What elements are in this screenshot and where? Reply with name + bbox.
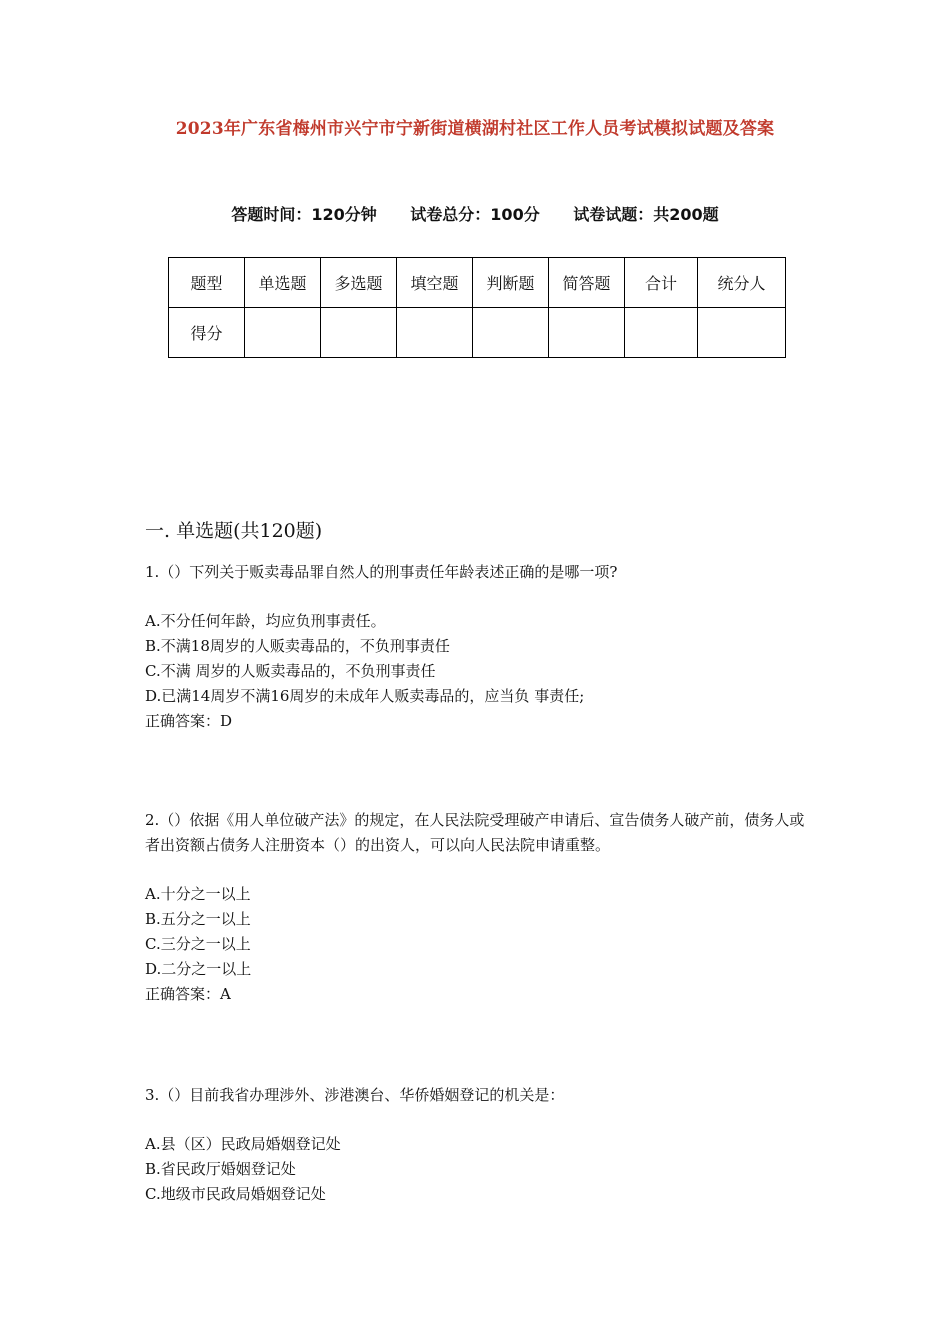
- question-option: B.省民政厅婚姻登记处: [145, 1160, 296, 1178]
- score-cell: [698, 308, 786, 358]
- exam-meta: [0, 202, 950, 225]
- score-table: [168, 257, 786, 358]
- section-heading: 一. 单选题(共120题): [145, 520, 323, 542]
- score-table-score-row: [169, 308, 786, 358]
- score-table-header-row: [169, 258, 786, 308]
- question-option: D.已满14周岁不满16周岁的未成年人贩卖毒品的，应当负 事责任;: [145, 687, 585, 705]
- exam-total-score: 试卷总分：100分: [410, 205, 540, 224]
- question-option: D.二分之一以上: [145, 960, 252, 978]
- question-option: A.县（区）民政局婚姻登记处: [145, 1135, 341, 1153]
- score-header-cell: 统分人: [698, 258, 786, 308]
- question-option: C.地级市民政局婚姻登记处: [145, 1185, 326, 1203]
- question-1: [145, 560, 810, 734]
- score-header-cell: 合计: [625, 258, 698, 308]
- score-cell: [549, 308, 625, 358]
- question-2: [145, 808, 810, 1007]
- question-answer: 正确答案：D: [145, 712, 233, 730]
- question-option: C.不满 周岁的人贩卖毒品的，不负刑事责任: [145, 662, 436, 680]
- score-cell: [245, 308, 321, 358]
- score-row-label: 得分: [169, 308, 245, 358]
- score-header-cell: 简答题: [549, 258, 625, 308]
- score-cell: [321, 308, 397, 358]
- question-stem: 2.（）依据《用人单位破产法》的规定，在人民法院受理破产申请后、宣告债务人破产前，债务人或者出资额占债务人注册资本（）的出资人，可以向人民法院申请重整。: [145, 811, 805, 854]
- question-option: B.不满18周岁的人贩卖毒品的，不负刑事责任: [145, 637, 450, 655]
- question-answer: 正确答案：A: [145, 985, 231, 1003]
- question-option: C.三分之一以上: [145, 935, 251, 953]
- score-header-cell: 填空题: [397, 258, 473, 308]
- question-option: A.十分之一以上: [145, 885, 251, 903]
- score-header-cell: 多选题: [321, 258, 397, 308]
- score-header-cell: 判断题: [473, 258, 549, 308]
- score-header-cell: 单选题: [245, 258, 321, 308]
- document-title: 2023年广东省梅州市兴宁市宁新街道横湖村社区工作人员考试模拟试题及答案: [175, 119, 775, 139]
- question-stem: 3.（）目前我省办理涉外、涉港澳台、华侨婚姻登记的机关是：: [145, 1086, 565, 1104]
- exam-time: 答题时间：120分钟: [231, 205, 377, 224]
- question-3: [145, 1083, 810, 1207]
- question-stem: 1.（）下列关于贩卖毒品罪自然人的刑事责任年龄表述正确的是哪一项?: [145, 563, 618, 581]
- score-cell: [473, 308, 549, 358]
- score-header-cell: 题型: [169, 258, 245, 308]
- score-cell: [625, 308, 698, 358]
- score-cell: [397, 308, 473, 358]
- question-option: A.不分任何年龄，均应负刑事责任。: [145, 612, 386, 630]
- exam-question-count: 试卷试题：共200题: [573, 205, 719, 224]
- question-option: B.五分之一以上: [145, 910, 251, 928]
